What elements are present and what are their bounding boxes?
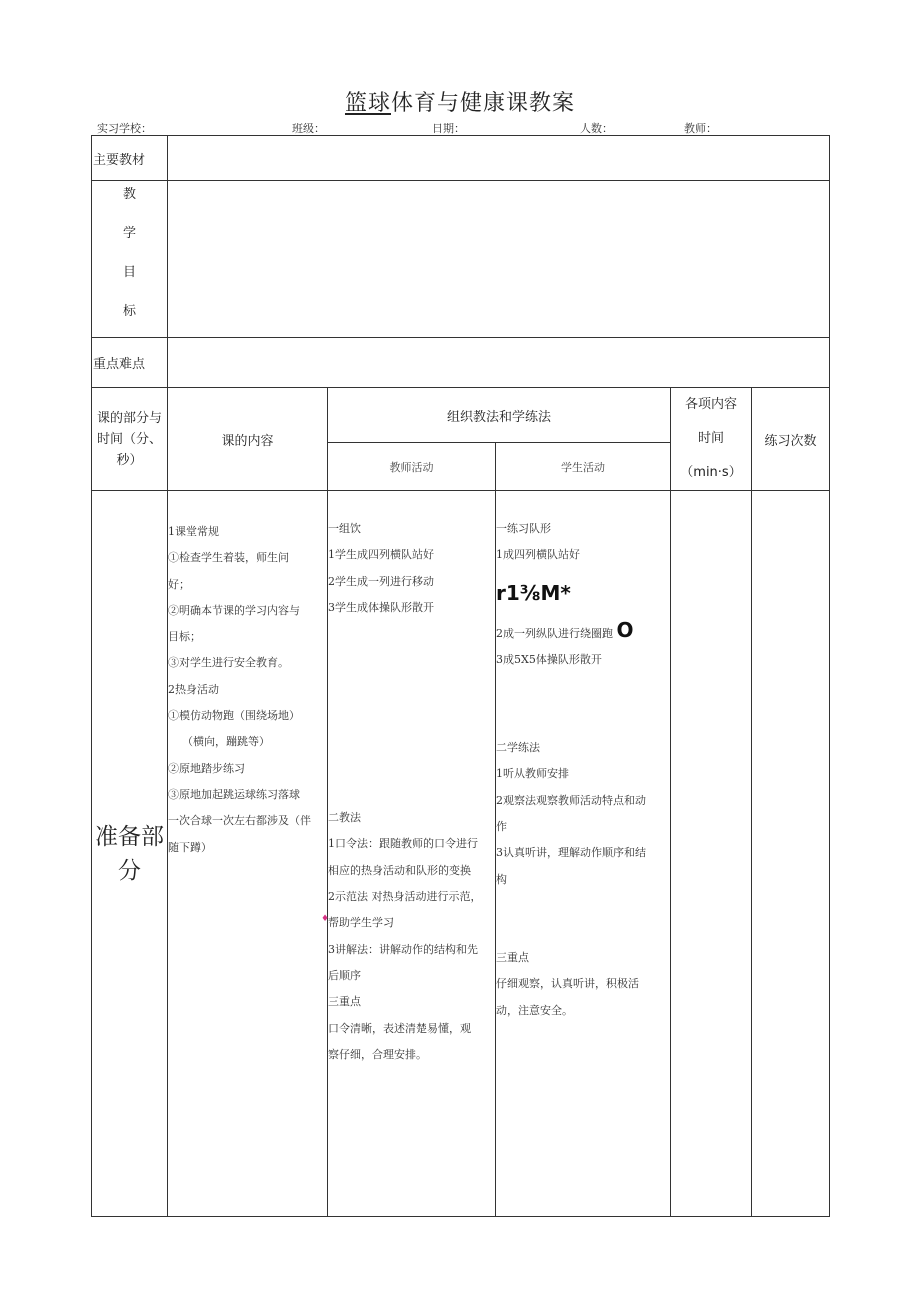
header-each-content-line: （min·s）	[680, 465, 742, 480]
objectives-char: 目	[122, 265, 136, 280]
main-material-row	[92, 136, 830, 181]
content-line: 好；	[168, 577, 190, 591]
student-line: 1听从教师安排	[496, 767, 569, 781]
spacer	[496, 893, 670, 945]
objectives-char: 标	[122, 304, 136, 319]
student-activity-cell	[496, 491, 671, 1217]
page-title	[0, 86, 920, 117]
objectives-char: 教	[122, 187, 136, 202]
content-line: ①模仿动物跑（围绕场地）	[168, 709, 300, 723]
section-label: 准备部分	[92, 491, 168, 1217]
student-line: 作	[496, 820, 507, 834]
teacher-activity-cell	[328, 491, 496, 1217]
objectives-label	[92, 181, 168, 338]
main-material-label: 主要教材	[92, 136, 168, 181]
practice-count-cell[interactable]	[752, 491, 830, 1217]
teacher-line: 相应的热身活动和队形的变换	[328, 863, 471, 877]
teacher-line: 3学生成体操队形散开	[328, 600, 434, 614]
title-rest: 体育与健康课教案	[391, 91, 576, 116]
student-line	[496, 617, 670, 647]
key-points-row	[92, 338, 830, 388]
header-teacher-activity: 教师活动	[328, 443, 496, 491]
header-row	[92, 388, 830, 443]
header-organization: 组织教法和学练法	[328, 388, 671, 443]
content-line: （横向，蹦跳等）	[182, 735, 270, 749]
teacher-line: 察仔细，合理安排。	[328, 1047, 427, 1061]
student-line: 动，注意安全。	[496, 1003, 573, 1017]
spacer	[328, 621, 495, 805]
content-line: 随下蹲）	[168, 840, 212, 854]
teacher-line: 1口令法：跟随教师的口令进行	[328, 837, 478, 851]
teacher-line: 二教法	[328, 811, 361, 825]
teacher-line: 口令清晰，表述清楚易懂，观	[328, 1021, 471, 1035]
content-line: ②明确本节课的学习内容与	[168, 603, 300, 617]
header-each-content-line: 时间	[697, 431, 724, 446]
content-line: ②原地踏步练习	[168, 761, 245, 775]
meta-school: 实习学校：	[97, 122, 152, 135]
student-line: 一练习队形	[496, 522, 551, 535]
content-line: ①检查学生着装，师生问	[168, 551, 289, 565]
marker-dot: ♦	[321, 914, 330, 924]
teacher-line: 后顺序	[328, 968, 361, 982]
teacher-line: 2示范法 对热身活动进行示范，	[328, 890, 482, 904]
key-points-value[interactable]	[168, 338, 830, 388]
teacher-line: 三重点	[328, 995, 361, 1009]
header-each-content	[671, 388, 752, 491]
meta-date: 日期：	[432, 122, 465, 135]
objectives-value[interactable]	[168, 181, 830, 338]
content-line: 一次合球一次左右都涉及（伴	[168, 814, 311, 828]
student-line: 仔细观察，认真听讲，积极活	[496, 977, 639, 991]
meta-class: 班级：	[292, 122, 325, 135]
teacher-line: 一组饮	[328, 522, 361, 535]
header-part-time: 课的部分与时间（分、秒）	[92, 388, 168, 491]
student-line: 1成四列横队站好	[496, 548, 580, 562]
teacher-line: 2学生成一列进行移动	[328, 574, 434, 588]
content-line: 2热身活动	[168, 682, 219, 696]
header-content: 课的内容	[168, 388, 328, 491]
teacher-line: 1学生成四列横队站好	[328, 548, 434, 562]
meta-teacher: 教师：	[684, 122, 717, 135]
student-line-text: 2成一列纵队进行绕圈跑	[496, 626, 613, 640]
student-line: 构	[496, 872, 507, 886]
time-cell[interactable]	[671, 491, 752, 1217]
student-line: 3认真听讲，理解动作顺序和结	[496, 846, 646, 860]
prep-section-row	[92, 491, 830, 1217]
header-student-activity: 学生活动	[496, 443, 671, 491]
header-practice-count: 练习次数	[752, 388, 830, 491]
content-cell	[168, 491, 328, 1217]
student-line: 3成5X5体操队形散开	[496, 652, 602, 666]
content-line: ③对学生进行安全教育。	[168, 656, 289, 670]
main-material-value[interactable]	[168, 136, 830, 181]
meta-count: 人数：	[580, 122, 613, 135]
key-points-label: 重点难点	[92, 338, 168, 388]
content-line: 目标；	[168, 630, 201, 644]
formation-glyph: r1⅜M*	[496, 580, 571, 605]
content-line: ③原地加起跳运球练习落球	[168, 787, 300, 801]
spacer	[496, 673, 670, 735]
student-line: 二学练法	[496, 741, 540, 755]
student-line: 2观察法观察教师活动特点和动	[496, 793, 646, 807]
title-underlined-part: 篮球	[344, 91, 391, 116]
content-line: 1课堂常规	[168, 525, 219, 538]
objectives-row	[92, 181, 830, 338]
teacher-line: 3讲解法：讲解动作的结构和先	[328, 942, 478, 956]
student-line: 三重点	[496, 950, 529, 964]
lesson-plan-table	[91, 135, 830, 1217]
circle-glyph: O	[616, 617, 634, 642]
teacher-line: 帮助学生学习	[328, 916, 394, 930]
header-each-content-line: 各项内容	[684, 397, 737, 412]
objectives-char: 学	[122, 226, 136, 241]
